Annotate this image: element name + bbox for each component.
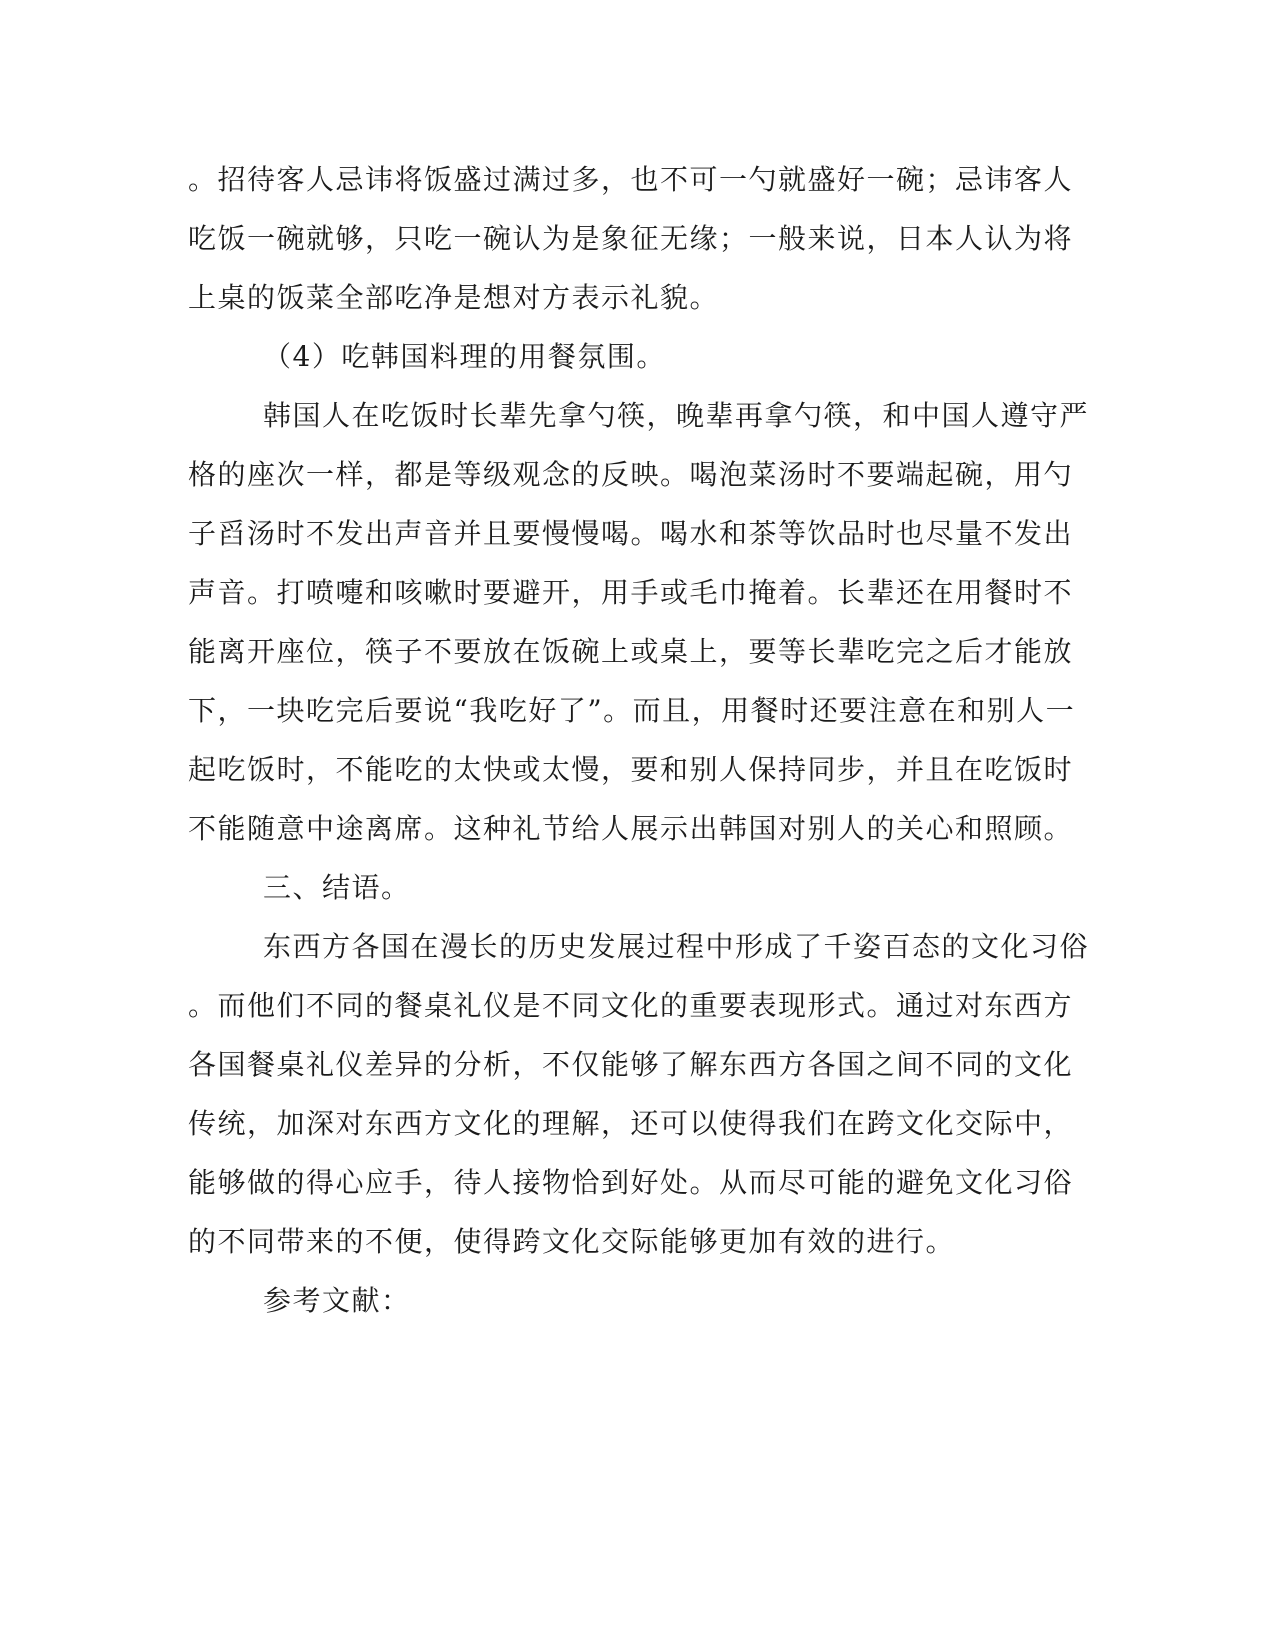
body-text-line: 声音。打喷嚏和咳嗽时要避开，用手或毛巾掩着。长辈还在用餐时不	[188, 576, 1074, 609]
section-heading: 三、结语。	[263, 871, 411, 904]
body-text-line: 能离开座位，筷子不要放在饭碗上或桌上，要等长辈吃完之后才能放	[188, 635, 1074, 668]
body-text-line: 起吃饭时，不能吃的太快或太慢，要和别人保持同步，并且在吃饭时	[188, 753, 1074, 786]
body-text-line: 。而他们不同的餐桌礼仪是不同文化的重要表现形式。通过对东西方	[188, 989, 1074, 1022]
references-heading: 参考文献：	[263, 1284, 411, 1317]
body-text-line: 的不同带来的不便，使得跨文化交际能够更加有效的进行。	[188, 1225, 956, 1258]
body-text-line: 韩国人在吃饭时长辈先拿勺筷，晚辈再拿勺筷，和中国人遵守严	[263, 399, 1090, 432]
body-text-line: 吃饭一碗就够，只吃一碗认为是象征无缘；一般来说，日本人认为将	[188, 222, 1074, 255]
body-text-line: 传统，加深对东西方文化的理解，还可以使得我们在跨文化交际中，	[188, 1107, 1074, 1140]
subsection-heading: （4）吃韩国料理的用餐氛围。	[263, 340, 666, 373]
body-text-line: 能够做的得心应手，待人接物恰到好处。从而尽可能的避免文化习俗	[188, 1166, 1074, 1199]
body-text-line: 东西方各国在漫长的历史发展过程中形成了千姿百态的文化习俗	[263, 930, 1090, 963]
body-text-line: 不能随意中途离席。这种礼节给人展示出韩国对别人的关心和照顾。	[188, 812, 1074, 845]
body-text-line: 各国餐桌礼仪差异的分析，不仅能够了解东西方各国之间不同的文化	[188, 1048, 1074, 1081]
body-text-line: 。招待客人忌讳将饭盛过满过多，也不可一勺就盛好一碗；忌讳客人	[188, 163, 1074, 196]
body-text-line: 上桌的饭菜全部吃净是想对方表示礼貌。	[188, 281, 720, 314]
body-text-line: 格的座次一样，都是等级观念的反映。喝泡菜汤时不要端起碗，用勺	[188, 458, 1074, 491]
body-text-line: 下，一块吃完后要说“我吃好了”。而且，用餐时还要注意在和别人一	[188, 694, 1076, 727]
body-text-line: 子舀汤时不发出声音并且要慢慢喝。喝水和茶等饮品时也尽量不发出	[188, 517, 1074, 550]
